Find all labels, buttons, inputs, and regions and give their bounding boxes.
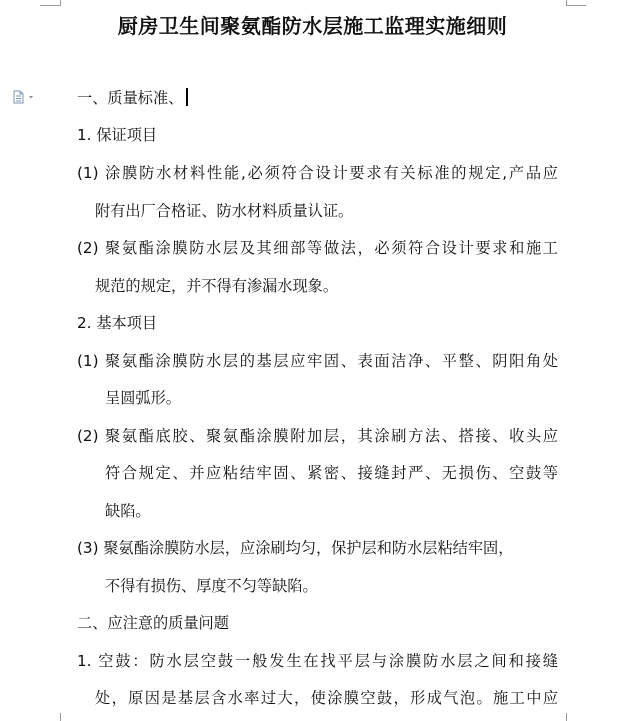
text-line: (1) 聚氨酯涂膜防水层的基层应牢固、表面洁净、平整、阴阳角处 [77,352,558,370]
crop-mark-bottom-right-v [566,713,567,721]
text-line: 缺陷。 [105,502,151,520]
text-line: (2) 聚氨酯底胶、聚氨酯涂膜附加层，其涂刷方法、搭接、收头应 [77,427,558,445]
text-line: 1. 保证项目 [77,126,158,144]
crop-mark-top-left-v [60,0,61,6]
text-line: 附有出厂合格证、防水材料质量认证。 [95,202,354,220]
text-line: 二、应注意的质量问题 [77,614,229,632]
crop-mark-top-right-v [566,0,567,6]
text-line: 1. 空鼓：防水层空鼓一般发生在找平层与涂膜防水层之间和接缝 [77,652,558,670]
text-line: 2. 基本项目 [77,314,158,332]
text-line: (3) 聚氨酯涂膜防水层，应涂刷均匀，保护层和防水层粘结牢固， [77,539,514,557]
document-icon[interactable] [12,90,38,104]
document-title: 厨房卫生间聚氨酯防水层施工监理实施细则 [117,14,508,38]
text-line: 不得有损伤、厚度不匀等缺陷。 [105,577,318,595]
text-line: 规范的规定，并不得有渗漏水现象。 [95,277,338,295]
text-line: (1) 涂膜防水材料性能,必须符合设计要求有关标准的规定,产品应 [77,164,558,182]
text-line: 处，原因是基层含水率过大，使涂膜空鼓，形成气泡。施工中应 [95,689,558,707]
crop-mark-top-right-h [566,5,586,6]
heading-quality-standard: 一、质量标准、 [77,89,184,107]
crop-mark-bottom-left-v [60,713,61,721]
text-line: 呈圆弧形。 [105,389,181,407]
text-line: (2) 聚氨酯涂膜防水层及其细部等做法，必须符合设计要求和施工 [77,239,558,257]
text-cursor [186,88,188,106]
crop-mark-top-left-h [40,5,60,6]
text-line: 符合规定、并应粘结牢固、紧密、接缝封严、无损伤、空鼓等 [105,464,558,482]
text-line[interactable] [77,88,188,108]
